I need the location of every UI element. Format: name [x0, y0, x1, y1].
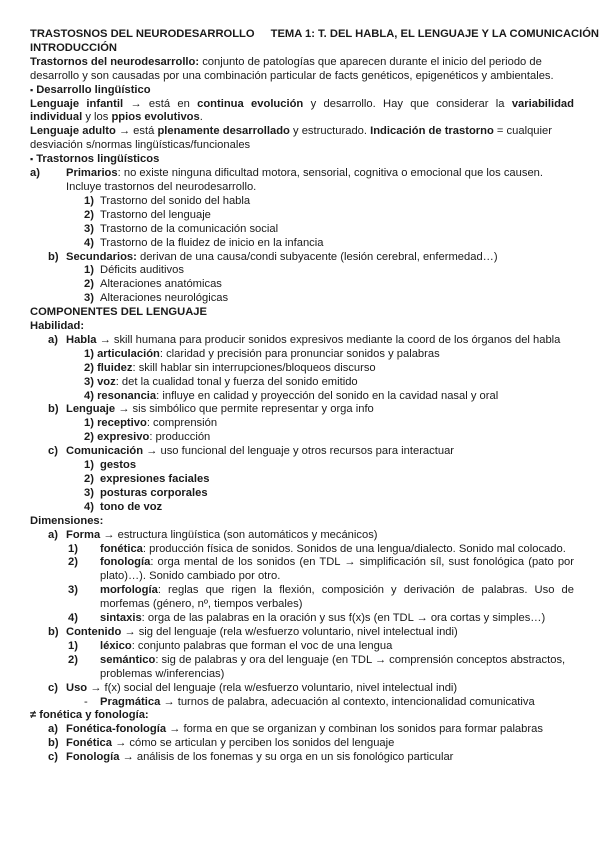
- list-item: 1) articulación: claridad y precisión para pronunciar sonidos y palabras: [84, 347, 440, 360]
- list-item: 3) Alteraciones neurológicas: [84, 292, 229, 305]
- uso-item: c) Uso → f(x) social del lenguaje (rela w/esfuerzo voluntario, nivel intelectual indi): [48, 681, 458, 694]
- list-item: 2) expresivo: producción: [84, 431, 211, 444]
- list-item: 1) fonética: producción física de sonidos. Sonidos de una lengua/dialecto. Sonido mal colocado.: [68, 542, 566, 555]
- list-item: 1) léxico: conjunto palabras que forman el voc de una lengua: [68, 639, 393, 652]
- course-title: TRASTOSNOS DEL NEURODESARROLLO: [30, 28, 255, 40]
- contenido-item: b) Contenido → sig del lenguaje (rela w/esfuerzo voluntario, nivel intelectual indi): [48, 625, 458, 638]
- habilidad-heading: Habilidad:: [30, 320, 85, 333]
- trastornos-definition: Trastornos del neurodesarrollo: conjunto de patologías que aparecen durante el inicio del periodo de desarrollo y son causadas por una combinación particular de facts genéticos, epigenéticos y ambientales.: [30, 55, 554, 82]
- list-item: 2) expresiones faciales: [84, 473, 210, 485]
- trastornos-heading: ▪ Trastornos lingüísticos: [30, 153, 574, 167]
- list-item: 2) semántico: sig de palabras y ora del lenguaje (en TDL → comprensión conceptos abstractos, problemas w/inferencias): [68, 653, 566, 680]
- primarios-item: a) Primarios: no existe ninguna dificultad motora, sensorial, cognitiva o emocional que los causen. Incluye trastornos del neurodesarrollo.: [30, 167, 544, 193]
- lenguaje-adulto-paragraph: Lenguaje adulto → está plenamente desarrollado y estructurado. Indicación de trastorno = cualquier desviación s/normas lingüísticas/funcionales: [30, 125, 552, 152]
- list-item: 2) fonología: orga mental de los sonidos (en TDL → simplificación síl, sust fonológica (pato por plato)…). Sonido cambiado por otro.: [68, 556, 574, 583]
- lenguaje-item: b) Lenguaje → sis simbólico que permite representar y orga info: [48, 403, 374, 416]
- componentes-heading: COMPONENTES DEL LENGUAJE: [30, 306, 207, 319]
- list-item: 2) fluidez: skill hablar sin interrupciones/bloqueos discurso: [84, 361, 376, 374]
- habla-item: a) Habla → skill humana para producir sonidos expresivos mediante la coord de los órganos del habla: [48, 333, 561, 346]
- fonetica-fonologia-heading: ≠ fonética y fonología:: [30, 709, 149, 722]
- list-item: 3) morfología: reglas que rigen la flexión, composición y derivación de palabras. Uso de morfemas (género, nº, tiempos verbales): [68, 584, 574, 611]
- list-item: 3) voz: det la cualidad tonal y fuerza del sonido emitido: [84, 375, 358, 388]
- list-item: 2) Trastorno del lenguaje: [84, 208, 211, 221]
- intro-heading: INTRODUCCIÓN: [30, 41, 118, 54]
- dimensiones-heading: Dimensiones:: [30, 514, 104, 527]
- list-item: 1) Trastorno del sonido del habla: [84, 194, 251, 207]
- desarrollo-heading: ▪ Desarrollo lingüístico: [30, 84, 574, 98]
- list-item: 3) posturas corporales: [84, 486, 208, 499]
- list-item: 4) sintaxis: orga de las palabras en la oración y sus f(x)s (en TDL → ora cortas y simples…): [68, 612, 546, 625]
- list-item: 2) Alteraciones anatómicas: [84, 278, 222, 291]
- list-item: 4) Trastorno de la fluidez de inicio en la infancia: [84, 236, 324, 249]
- topic-title: TEMA 1: T. DEL HABLA, EL LENGUAJE Y LA COMUNICACIÓN: [270, 28, 600, 40]
- list-item: 1) receptivo: comprensión: [84, 417, 218, 430]
- secundarios-item: b) Secundarios: derivan de una causa/condi subyacente (lesión cerebral, enfermedad…): [48, 250, 498, 263]
- lenguaje-infantil-paragraph: Lenguaje infantil → está en continua evolución y desarrollo. Hay que considerar la variabilidad individual y los ppios evolutivos.: [30, 97, 574, 124]
- list-item: 4) resonancia: influye en calidad y proyección del sonido en la cavidad nasal y oral: [84, 389, 499, 402]
- list-item: c) Fonología → análisis de los fonemas y su orga en un sis fonológico particular: [48, 751, 454, 764]
- list-item: a) Fonética-fonología → forma en que se organizan y combinan los sonidos para formar palabras: [48, 723, 543, 736]
- list-item: 3) Trastorno de la comunicación social: [84, 222, 279, 235]
- list-item: 4) tono de voz: [84, 500, 163, 513]
- page-header: [30, 28, 600, 42]
- forma-item: a) Forma → estructura lingüística (son automáticos y mecánicos): [48, 528, 378, 541]
- list-item: 1) gestos: [84, 459, 137, 472]
- list-item: b) Fonética → cómo se articulan y perciben los sonidos del lenguaje: [48, 737, 395, 750]
- list-item: 1) Déficits auditivos: [84, 264, 184, 277]
- comunicacion-item: c) Comunicación → uso funcional del lenguaje y otros recursos para interactuar: [48, 445, 455, 458]
- pragmatica-item: - Pragmática → turnos de palabra, adecuación al contexto, intencionalidad comunicativa: [84, 695, 535, 708]
